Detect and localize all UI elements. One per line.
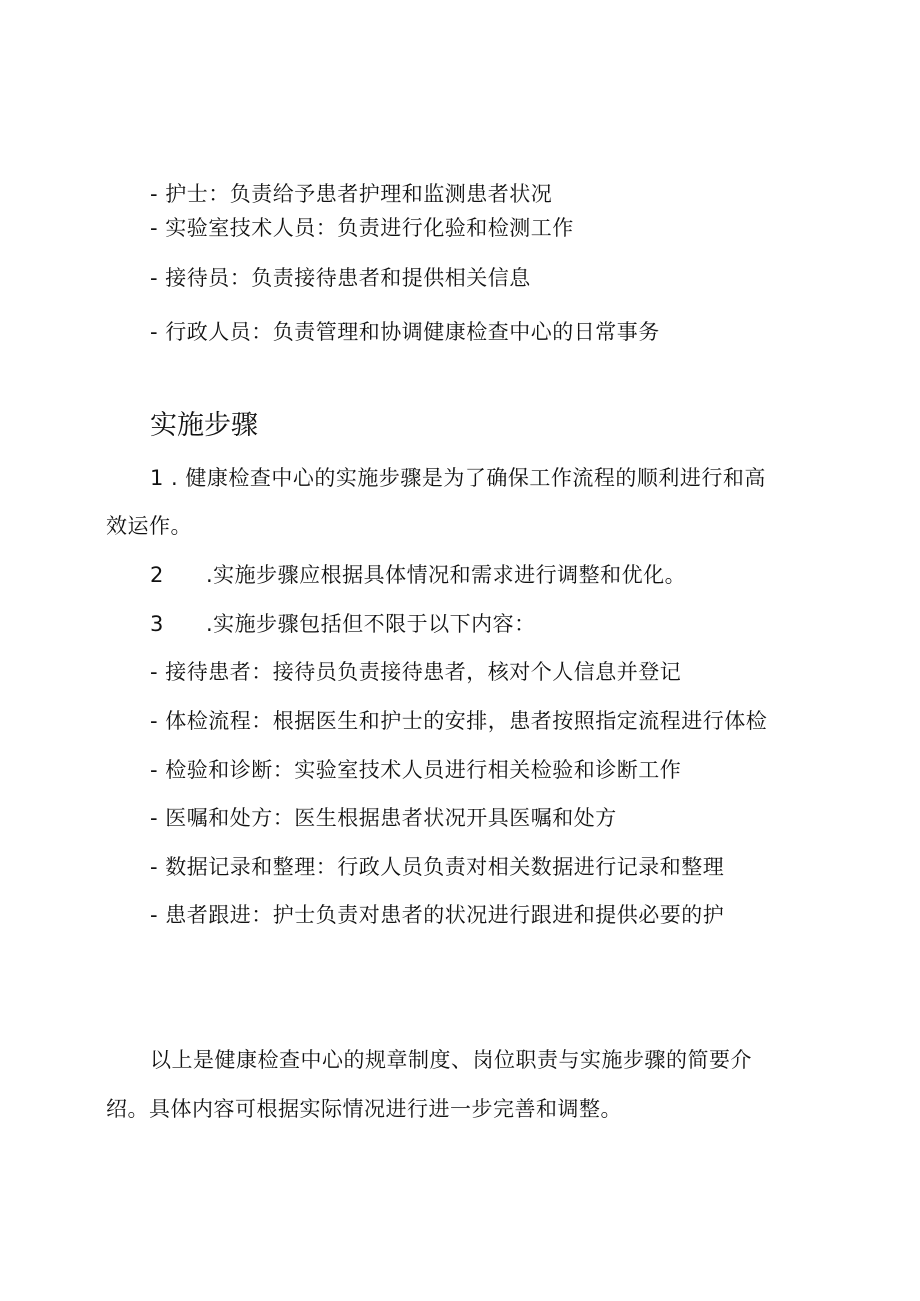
conclusion-line-1: 以上是健康检查中心的规章制度、岗位职责与实施步骤的简要介 <box>150 1048 752 1072</box>
list-item-nurse: - 护士：负责给予患者护理和监测患者状况 <box>150 182 553 206</box>
step-item-reception: - 接待患者：接待员负责接待患者，核对个人信息并登记 <box>150 660 682 684</box>
step-item-exam-process: - 体检流程：根据医生和护士的安排，患者按照指定流程进行体检 <box>150 709 768 733</box>
step-1-line-1: 1 . 健康检查中心的实施步骤是为了确保工作流程的顺利进行和高 <box>150 466 766 490</box>
step-1-line-2: 效运作。 <box>106 514 192 538</box>
section-heading: 实施步骤 <box>150 410 258 441</box>
step-3-text: .实施步骤包括但不限于以下内容： <box>206 612 536 636</box>
step-item-data-records: - 数据记录和整理：行政人员负责对相关数据进行记录和整理 <box>150 855 725 879</box>
list-item-admin-staff: - 行政人员：负责管理和协调健康检查中心的日常事务 <box>150 320 660 344</box>
step-item-orders-prescription: - 医嘱和处方：医生根据患者状况开具医嘱和处方 <box>150 806 617 830</box>
conclusion-line-2: 绍。具体内容可根据实际情况进行进一步完善和调整。 <box>106 1097 622 1121</box>
step-2-text: .实施步骤应根据具体情况和需求进行调整和优化。 <box>206 563 687 587</box>
step-item-patient-followup: - 患者跟进：护士负责对患者的状况进行跟进和提供必要的护 <box>150 903 725 927</box>
step-2 <box>150 561 686 589</box>
step-item-test-diagnosis: - 检验和诊断：实验室技术人员进行相关检验和诊断工作 <box>150 758 682 782</box>
list-item-receptionist: - 接待员：负责接待患者和提供相关信息 <box>150 266 531 290</box>
list-item-lab-technician: - 实验室技术人员：负责进行化验和检测工作 <box>150 216 574 240</box>
step-3 <box>150 610 536 638</box>
step-2-number: 2 <box>150 563 164 587</box>
step-3-number: 3 <box>150 612 164 636</box>
